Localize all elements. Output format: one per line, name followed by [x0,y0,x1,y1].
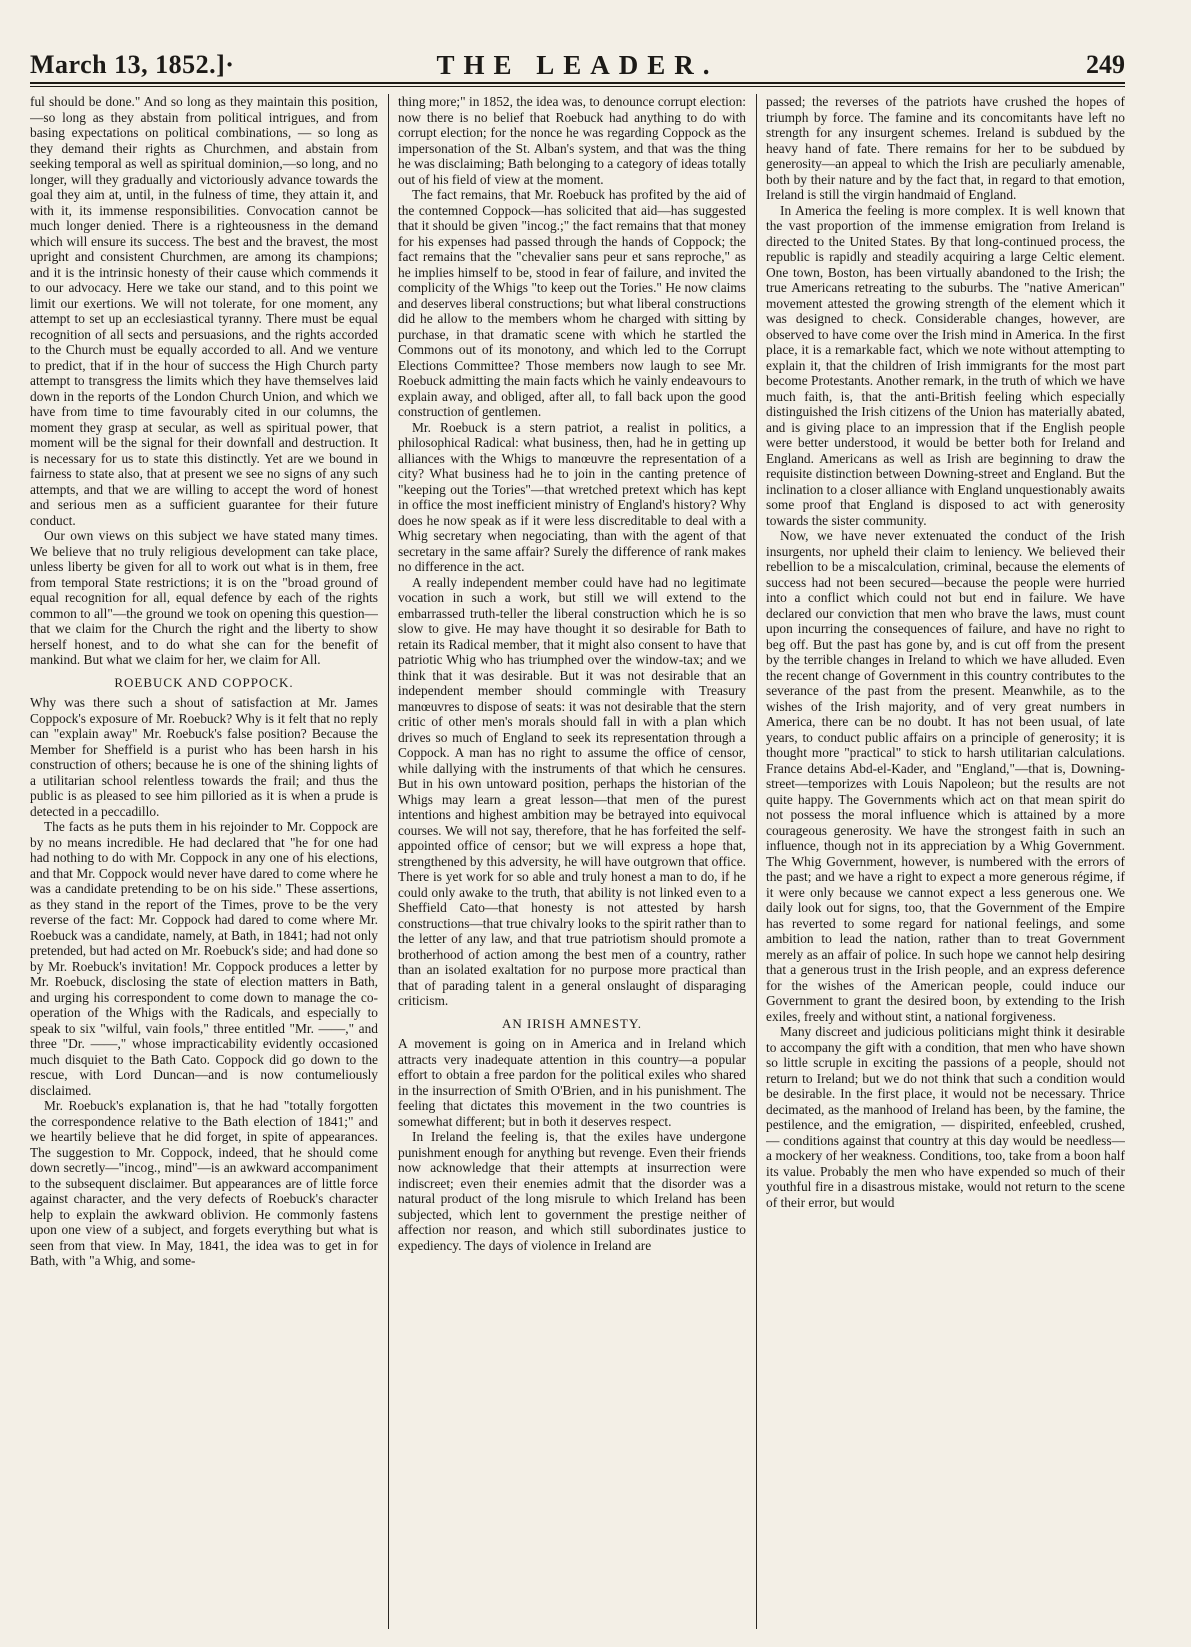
column-divider-2 [756,94,757,1629]
newspaper-title: THE LEADER. [436,50,719,80]
paragraph: thing more;" in 1852, the idea was, to denounce corrupt election: now there is no belief that Roebuck had anything to do with corrupt election; for the nonce he was regarding Coppock as the impersonation of the St. Alban's system, and that was the thing he was disclaiming; Bath belonging to a category of ideas totally out of his field of view at the moment. [398,94,746,187]
paragraph: A really independent member could have had no legitimate vocation in such a work, but still we will extend to the embarrassed truth-teller the liberal construction which he is so slow to give. He may have thought it so desirable for Bath to retain its Radical member, that it might also consent to have that patriotic Whig who has triumphed over the window-tax; and we think that it was desirable. But it was not desirable that an independent member should commingle with Treasury manœuvres to dispose of seats: it was not desirable that the stern critic of other men's morals should fall in with a plan which drives so much of England to seek its representation through a Coppock. A man has no right to assume the office of censor, while dallying with the instruments of that which he censures. But in his own untoward position, perhaps the historian of the Whigs may learn a great lesson—that men of the purest intentions and highest ambition may be betrayed into equivocal courses. We will not say, therefore, that he has forfeited the self-appointed office of censor; but we will express a hope that, strengthened by this adversity, he will have outgrown that office. There is yet work for so able and truly honest a man to do, if he could only awake to the truth, that ability is not linked even to a Sheffield Cato—that honesty is not attested by harsh constructions—that true chivalry looks to the spirit rather than to the letter of any law, and that true patriotism should promote a brotherhood of action among the best men of a country, rather than an isolated exaltation for no purpose more practical than that of parading talent in a general onslaught of disparaging criticism. [398,574,746,1008]
paragraph: passed; the reverses of the patriots have crushed the hopes of triumph by force. The famine and its concomitants have left no strength for any insurgent schemes. Ireland is subdued by the heavy hand of fate. There remains for her to be subdued by generosity—an appeal to which the Irish are peculiarly amenable, both by their nature and by the fact that, in regard to that emotion, Ireland is still the virgin handmaid of England. [766,94,1125,202]
paragraph: The facts as he puts them in his rejoinder to Mr. Coppock are by no means incredible. He had declared that "he for one had had nothing to do with Mr. Coppock in any one of his elections, and that Mr. Coppock would never have dared to come where he was a candidate pretending to be on his side." These assertions, as they stand in the report of the Times, prove to be the very reverse of the fact: Mr. Coppock had dared to come where Mr. Roebuck was a candidate, namely, at Bath, in 1841; had not only pretended, but had acted on Mr. Roebuck's side; and had done so by Mr. Roebuck's invitation! Mr. Coppock produces a letter by Mr. Roebuck, disclosing the state of election matters in Bath, and urging his correspondent to come down to manage the co-operation of the Whigs with the Radicals, and especially to speak to six "wilful, vain fools," three entitled "Mr. ——," and three "Dr. ——," whose impracticability evidently occasioned much disquiet to the Bath Cato. Coppock did go down to the rescue, with Lord Duncan—and is now contumeliously disclaimed. [30,819,378,1098]
paragraph: Why was there such a shout of satisfaction at Mr. James Coppock's exposure of Mr. Roebuck? Why is it felt that no reply can "explain away" Mr. Roebuck's false position? Because the Member for Sheffield is a purist who has been harsh in his construction of others; because he is one of the shining lights of a utilitarian school relentless towards the frail; and thus the public is as pleased to see him pilloried as it is when a prude is detected in a peccadillo. [30,695,378,819]
paragraph: Now, we have never extenuated the conduct of the Irish insurgents, nor upheld their claim to leniency. We believed their rebellion to be a miscalculation, criminal, because the elements of success had not been secured—because the people were hurried into a conflict which could not but end in failure. We have declared our conviction that men who brave the laws, must count upon incurring the consequences of failure, and have no right to beg off. But the past has gone by, and is cut off from the present by the terrible changes in Ireland to which we have alluded. Even the recent change of Government in this country contributes to the severance of the past from the present. Meanwhile, as to the wishes of the Irish majority, and of very great numbers in America, there can be no doubt. It has not been usual, of late years, to conduct public affairs on a principle of generosity; it is thought more "practical" to stick to harsh utilitarian calculations. France detains Abd-el-Kader, and "England,"—that is, Downing-street—temporizes with Louis Napoleon; but the results are not quite happy. The Governments which act on that mean spirit do not possess the moral influence which is attained by a more courageous generosity. We have the strongest faith in such an influence, though not in its appreciation by a Whig Government. The Whig Government, however, is numbered with the errors of the past; and we have a right to expect a more generous régime, if it were only because we cannot expect a less generous one. We daily look out for signs, too, that the Government of the Empire has reverted to some regard for national feelings, and some ambition to lead the nation, rather than to treat Government merely as an affair of police. In such hope we cannot help desiring that a generous trust in the Irish people, and an express deference for the wishes of the American people, could induce our Government to grant the desired boon, by extending to the Irish exiles, freely and without stint, a national forgiveness. [766,528,1125,1024]
article-heading-roebuck-coppock: ROEBUCK AND COPPOCK. [114,674,294,690]
column-1 [30,94,378,1629]
page-number: 249 [1086,50,1125,79]
paragraph: ful should be done." And so long as they maintain this position,—so long as they abstain from political intrigues, and from basing expectations on political combinations, — so long as they demand their rights as Churchmen, and abstain from seeking temporal as well as spiritual dominion,—so long, and no longer, will they gradually and victoriously advance towards the goal they aim at, until, in the fulness of time, they attain it, and with it, its immense responsibilities. Convocation cannot be much longer denied. There is a righteousness in the demand which will ensure its success. The best and the bravest, the most upright and consistent Churchmen, are among its champions; and it is the intrinsic honesty of their cause which commends it to our advocacy. Here we take our stand, and to this point we limit our exertions. We will not tolerate, for one moment, any attempt to set up an ecclesiastical tyranny. There must be equal recognition of all sects and persuasions, and the rights accorded to the Church must be equally accorded to all. And we venture to predict, that if in the hour of success the High Church party attempt to transgress the limits which they have themselves laid down in the reports of the London Church Union, and which we have from time to time favourably cited in our columns, the moment they grasp at secular, as well as spiritual power, that moment will be the signal for their downfall and destruction. It is necessary for us to state this distinctly. Yet are we bound in fairness to state also, that at present we see no signs of any such attempts, and that we are willing to accept the word of honest and serious men as a sufficient guarantee for their future conduct. [30,94,378,528]
paragraph: In Ireland the feeling is, that the exiles have undergone punishment enough for anything but revenge. Even their friends now acknowledge that their attempts at insurrection were indiscreet; even their enemies admit that the disorder was a natural product of the long misrule to which Ireland has been subjected, which lent to government the prestige neither of affection nor reason, and which still subordinates justice to expediency. The days of violence in Ireland are [398,1129,746,1253]
paragraph: The fact remains, that Mr. Roebuck has profited by the aid of the contemned Coppock—has solicited that aid—has suggested that it should be given "incog.;" the fact remains that that money for his expenses had passed through the hands of Coppock; the fact remains that the "chevalier sans peur et sans reproche," as he implies himself to be, stood in fear of failure, and invited the complicity of the Whigs "to keep out the Tories." He now claims and deserves liberal constructions; but what liberal constructions did he allow to the members whom he charged with sitting by purchase, in that dramatic scene with which he startled the Commons out of its monotony, and which led to the Corrupt Elections Committee? Those members now laugh to see Mr. Roebuck admitting the main facts which he vainly endeavours to explain away, and obliged, after all, to fall back upon the good construction of gentlemen. [398,187,746,419]
column-3 [766,94,1125,1629]
issue-date: March 13, 1852.]· [30,50,235,79]
paragraph: Our own views on this subject we have stated many times. We believe that no truly religious development can take place, unless liberty be given for all to work out what is in them, free from temporal State restrictions; it is on the "broad ground of equal recognition for all, equal defence by each of the rights common to all"—the ground we took on opening this question—that we claim for the Church the right and the liberty to show herself honest, and to do what she can for the benefit of mankind. But what we claim for her, we claim for All. [30,528,378,667]
masthead-rule-thin [30,86,1125,87]
column-divider-1 [388,94,389,1629]
paragraph: Mr. Roebuck is a stern patriot, a realist in politics, a philosophical Radical: what business, then, had he in getting up alliances with the Whigs to manœuvre the representation of a city? What business had he to join in the canting pretence of "keeping out the Tories"—that wretched pretext which has kept in office the most inefficient ministry of England's history? Why does he now speak as if it were less discreditable to deal with a Whig secretary when negociating, than with the agent of that secretary in the same affair? Surely the difference of rank makes no difference in the act. [398,419,746,574]
paragraph: In America the feeling is more complex. It is well known that the vast proportion of the immense emigration from Ireland is directed to the United States. By that long-continued process, the republic is rapidly and steadily acquiring a large Celtic element. One town, Boston, has been virtually abandoned to the Irish; the true Americans retreating to the suburbs. The "native American" movement attested the growing strength of the element which it was designed to check. Considerable changes, however, are observed to have come over the Irish mind in America. In the first place, it is a remarkable fact, which we note without attempting to explain it, that the children of Irish immigrants for the most part become Protestants. Another remark, in the truth of which we have much faith, is, that the anti-British feeling which especially distinguished the Irish citizens of the Union has materially abated, and is giving place to an impression that if the English people were better understood, it would be better both for Ireland and England. Americans as well as Irish are beginning to draw the requisite distinction between Downing-street and England. But the inclination to a closer alliance with England unquestionably awaits some proof that England is disposed to act with generosity towards the sister community. [766,202,1125,528]
paragraph: A movement is going on in America and in Ireland which attracts very inadequate attention in this country—a popular effort to obtain a free pardon for the political exiles who shared in the insurrection of Smith O'Brien, and in his punishment. The feeling that dictates this movement in the two countries is somewhat different; but in both it deserves respect. [398,1036,746,1129]
paragraph: Many discreet and judicious politicians might think it desirable to accompany the gift with a condition, that men who have shown so little scruple in exciting the passions of a people, should not return to Ireland; but we do not think that such a condition would be desirable. In the first place, it would not be necessary. Thrice decimated, as the manhood of Ireland has been, by the famine, the pestilence, and the emigration, — dispirited, enfeebled, crushed, — conditions against that country at this day would be needless—a mockery of her weakness. Conditions, too, take from a boon half its value. Probably the men who have expended so much of their youthful fire in a disastrous mistake, would not return to the scene of their error, but would [766,1024,1125,1210]
masthead [30,50,1125,90]
paragraph: Mr. Roebuck's explanation is, that he had "totally forgotten the correspondence relative to the Bath election of 1841;" and we heartily believe that he did forget, in spite of appearances. The suggestion to Mr. Coppock, indeed, that he should come down secretly—"incog., mind"—is an awkward accompaniment to the subsequent disclaimer. But appearances are of little force against character, and the very defects of Roebuck's character help to explain the awkward oblivion. He commonly fastens upon one view of a subject, and forgets everything but what is seen from that view. In May, 1841, the idea was to get in for Bath, with "a Whig, and some- [30,1098,378,1268]
column-2 [398,94,746,1629]
article-heading-irish-amnesty: AN IRISH AMNESTY. [502,1015,642,1031]
masthead-rule-thick [30,82,1125,84]
